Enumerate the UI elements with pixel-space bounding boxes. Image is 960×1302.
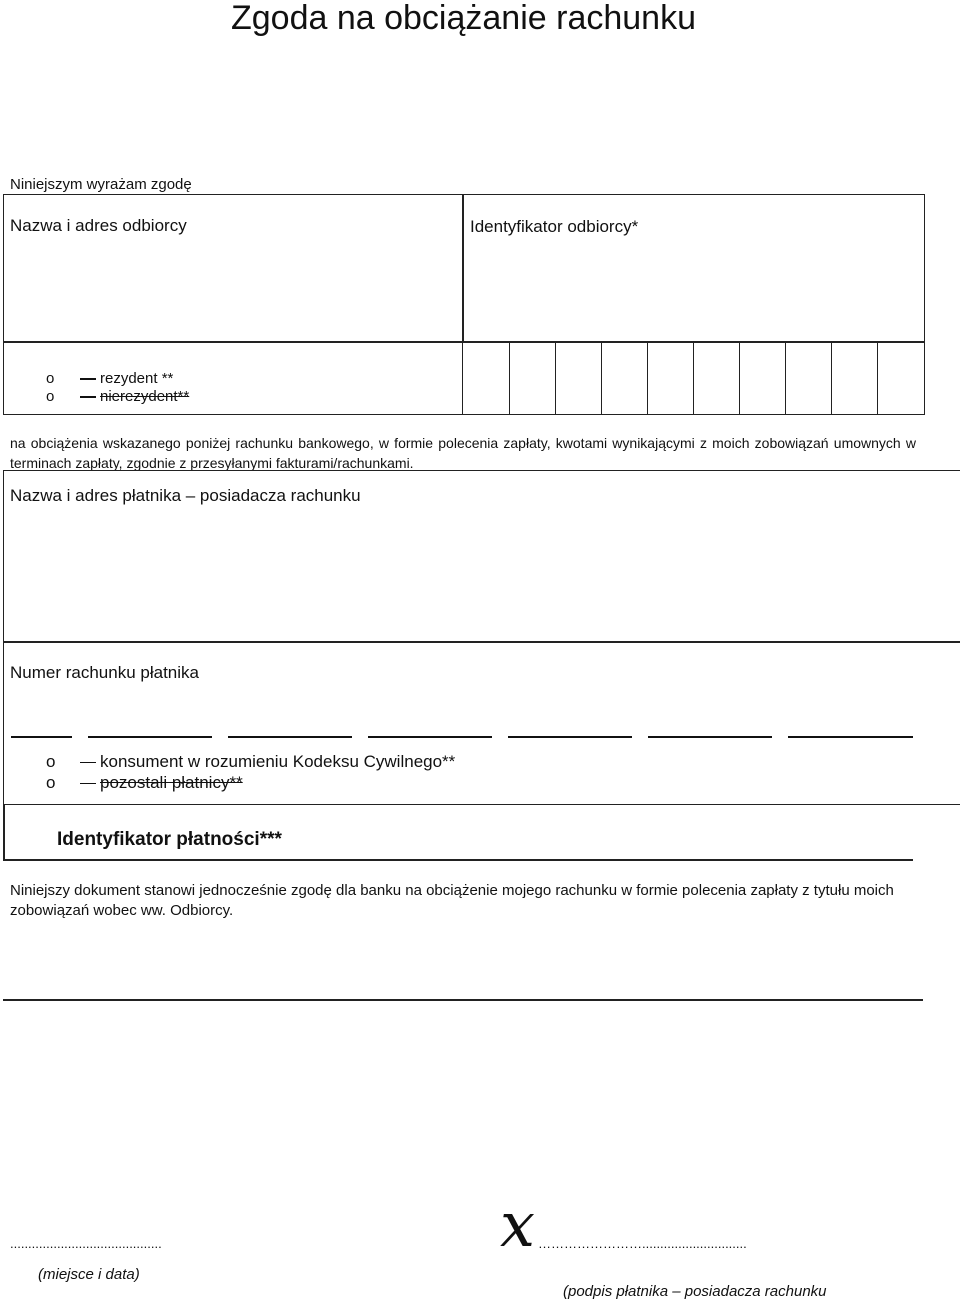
- recipient-id-cell[interactable]: [831, 341, 878, 414]
- account-number-field[interactable]: [88, 736, 212, 738]
- payer-name-label: Nazwa i adres płatnika – posiadacza rachunku: [10, 486, 361, 505]
- payer-row-separator: [3, 641, 960, 643]
- residency-option-label: rezydent **: [100, 370, 174, 387]
- dash-icon: [80, 396, 96, 398]
- account-number-field[interactable]: [11, 736, 72, 738]
- dash-icon: [80, 783, 96, 785]
- dash-icon: [80, 378, 96, 380]
- consent-paragraph: na obciążenia wskazanego poniżej rachunku bankowego, w formie polecenia zapłaty, kwotami wynikającymi z moich zobowiązań umownych w terminach zapłaty, zgodnie z przesyłanymi fakturami/rachunkami.: [10, 435, 916, 471]
- payment-id-left-border: [3, 805, 5, 861]
- residency-option-resident[interactable]: [46, 370, 173, 388]
- radio-mark-icon: o: [46, 370, 55, 387]
- signature-dots: …………………….............................: [538, 1236, 747, 1251]
- payer-type-option-label: pozostali płatnicy**: [100, 773, 243, 792]
- payer-type-option-other[interactable]: [46, 773, 243, 793]
- bank-consent-paragraph: Niniejszy dokument stanowi jednocześnie zgodę dla banku na obciążenie mojego rachunku w formie polecenia zapłaty z tytułu moich zobowiązań wobec ww. Odbiorcy.: [10, 882, 894, 919]
- payment-id-label: Identyfikator płatności***: [57, 829, 282, 850]
- residency-option-nonresident[interactable]: [46, 388, 189, 406]
- radio-mark-icon: o: [46, 773, 56, 792]
- recipient-id-cell[interactable]: [462, 341, 510, 414]
- place-date-dots: ..........................................: [10, 1236, 162, 1251]
- section-divider: [3, 999, 923, 1001]
- account-number-field[interactable]: [508, 736, 632, 738]
- recipient-id-cell[interactable]: [555, 341, 602, 414]
- account-number-field[interactable]: [788, 736, 913, 738]
- dash-icon: [80, 762, 96, 764]
- payer-account-label: Numer rachunku płatnika: [10, 663, 199, 682]
- recipient-id-cell[interactable]: [739, 341, 786, 414]
- recipient-id-cell[interactable]: [693, 341, 740, 414]
- page-title: Zgoda na obciążanie rachunku: [231, 0, 696, 37]
- recipient-id-cell[interactable]: [601, 341, 648, 414]
- intro-text: Niniejszym wyrażam zgodę: [10, 176, 192, 193]
- payer-type-option-consumer[interactable]: [46, 752, 455, 772]
- payer-type-option-label: konsument w rozumieniu Kodeksu Cywilnego**: [100, 752, 456, 771]
- place-date-label: (miejsce i data): [38, 1266, 140, 1283]
- account-number-field[interactable]: [648, 736, 772, 738]
- recipient-id-cell[interactable]: [509, 341, 556, 414]
- signature-mark-icon: x: [500, 1188, 535, 1261]
- signature-label: (podpis płatnika – posiadacza rachunku: [563, 1283, 827, 1300]
- payment-id-underline: [3, 859, 913, 861]
- account-number-field[interactable]: [368, 736, 492, 738]
- recipient-id-cell[interactable]: [785, 341, 832, 414]
- recipient-id-cell[interactable]: [877, 341, 924, 414]
- recipient-id-cell[interactable]: [647, 341, 694, 414]
- account-number-field[interactable]: [228, 736, 352, 738]
- recipient-id-label: Identyfikator odbiorcy*: [470, 217, 639, 236]
- recipient-divider: [462, 194, 464, 342]
- radio-mark-icon: o: [46, 388, 55, 405]
- radio-mark-icon: o: [46, 752, 56, 771]
- residency-option-label: nierezydent**: [100, 388, 190, 405]
- recipient-name-label: Nazwa i adres odbiorcy: [10, 216, 187, 235]
